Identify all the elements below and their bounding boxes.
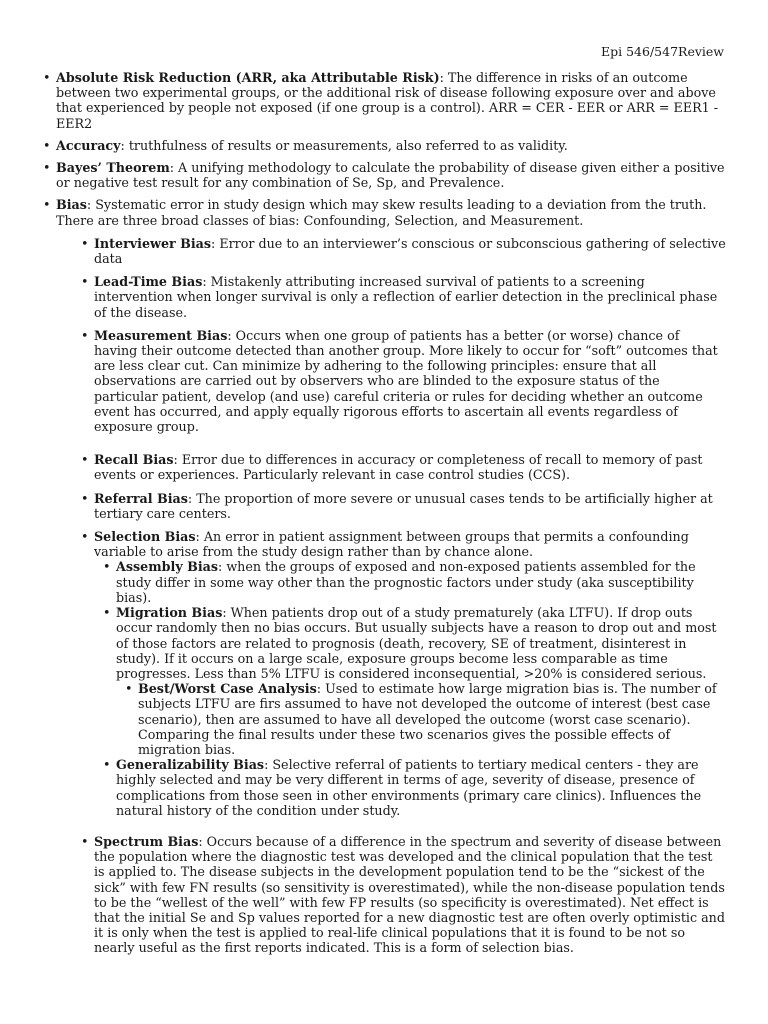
- bias-sublist: [56, 236, 726, 956]
- definition: : Mistakenly attributing increased survival of patients to a screening intervention when longer survival is only a reflection of earlier detection in the preclinical phase of the disease.: [94, 274, 718, 320]
- list-item: [116, 605, 726, 757]
- term: Recall Bias: [94, 452, 174, 468]
- term: Measurement Bias: [94, 327, 228, 343]
- list-item: [56, 70, 726, 131]
- definition: : The difference in risks of an outcome between two experimental groups, or the additional risk of disease following exposure over and above that experienced by people not exposed (if one group is a control). ARR = CER - EER or ARR = EER1 - EER2: [56, 70, 719, 131]
- list-item: [138, 681, 726, 757]
- definition: : Selective referral of patients to tertiary medical centers - they are highly selected and may be very different in terms of age, severity of disease, presence of complications from those seen in other environments (primary care clinics). Influences the natural history of the condition under study.: [116, 757, 702, 818]
- definition: : The proportion of more severe or unusual cases tends to be artificially higher at tertiary care centers.: [94, 490, 713, 521]
- list-item: [56, 160, 726, 190]
- list-item: [94, 236, 726, 266]
- definition: : Systematic error in study design which may skew results leading to a deviation from the truth. There are three broad classes of bias: Confounding, Selection, and Measurement.: [56, 197, 707, 228]
- definition: : truthfulness of results or measurements, also referred to as validity.: [120, 137, 568, 153]
- term: Interviewer Bias: [94, 235, 212, 251]
- list-item: [116, 757, 726, 818]
- term: Generalizability Bias: [116, 757, 265, 773]
- glossary-content: [40, 70, 726, 964]
- list-item: [56, 197, 726, 955]
- term: Lead-Time Bias: [94, 274, 203, 290]
- definition: : when the groups of exposed and non-exposed patients assembled for the study differ in some way other than the prognostic factors under study (aka susceptibility bias).: [116, 559, 696, 605]
- definition: : Occurs when one group of patients has a better (or worse) chance of having their outcome detected than another group. More likely to occur for “soft” outcomes that are less clear cut. Can minimize by adhering to the following principles: ensure that all observations are carried out by observers who are blinded to the exposure status of the particular patient, develop (and use) careful criteria or rules for deciding whether an outcome event has occurred, and apply equally rigorous efforts to ascertain all events regardless of exposure group.: [94, 327, 718, 435]
- glossary-list: [40, 70, 726, 956]
- list-item: [94, 834, 726, 956]
- list-item: [116, 559, 726, 605]
- definition: : Used to estimate how large migration bias is. The number of subjects LTFU are firs assumed to have not developed the outcome of interest (best case scenario), then are assumed to have all developed the outcome (worst case scenario). Comparing the final results under these two scenarios gives the possible effects of migration bias.: [138, 681, 717, 757]
- term: Migration Bias: [116, 605, 223, 621]
- term: Absolute Risk Reduction (ARR, aka Attributable Risk): [56, 70, 440, 85]
- list-item: [94, 491, 726, 521]
- definition: : Error due to differences in accuracy or completeness of recall to memory of past events or experiences. Particularly relevant in case control studies (CCS).: [94, 452, 703, 483]
- term: Accuracy: [56, 137, 121, 153]
- list-item: [94, 452, 726, 482]
- term: Bias: [56, 197, 87, 213]
- migration-bias-sublist: [116, 681, 726, 757]
- term: Assembly Bias: [116, 559, 219, 575]
- list-item: [94, 274, 726, 320]
- definition: : A unifying methodology to calculate the probability of disease given either a positive or negative test result for any combination of Se, Sp, and Prevalence.: [56, 160, 725, 191]
- definition: : An error in patient assignment between groups that permits a confounding variable to arise from the study design rather than by chance alone.: [94, 529, 689, 560]
- definition: : Error due to an interviewer’s conscious or subconscious gathering of selective data: [94, 235, 726, 267]
- term: Spectrum Bias: [94, 833, 199, 849]
- definition: : Occurs because of a difference in the spectrum and severity of disease between the population where the diagnostic test was developed and the clinical population that the test is applied to. The disease subjects in the development population tend to be the “sickest of the sick” with few FN results (so sensitivity is overestimated), while the non-disease population tends to be the “wellest of the well” with few FP results (so specificity is overestimated). Net effect is that the initial Se and Sp values reported for a new diagnostic test are often overly optimistic and it is only when the test is applied to real-life clinical populations that it is found to be not so nearly useful as the first reports indicated. This is a form of selection bias.: [94, 833, 725, 956]
- list-item: [56, 138, 726, 153]
- term: Bayes’ Theorem: [56, 160, 170, 176]
- term: Referral Bias: [94, 490, 188, 506]
- term: Best/Worst Case Analysis: [138, 681, 317, 697]
- page-header: Epi 546/547Review: [601, 44, 724, 59]
- list-item: [94, 529, 726, 818]
- selection-bias-sublist: [94, 559, 726, 817]
- definition: : When patients drop out of a study prematurely (aka LTFU). If drop outs occur randomly then no bias occurs. But usually subjects have a reason to drop out and most of those factors are related to prognosis (death, recovery, SE of treatment, disinterest in study). If it occurs on a large scale, exposure groups become less comparable as time progresses. Less than 5% LTFU is considered inconsequential, >20% is considered serious.: [116, 605, 717, 681]
- list-item: [94, 328, 726, 434]
- term: Selection Bias: [94, 529, 196, 545]
